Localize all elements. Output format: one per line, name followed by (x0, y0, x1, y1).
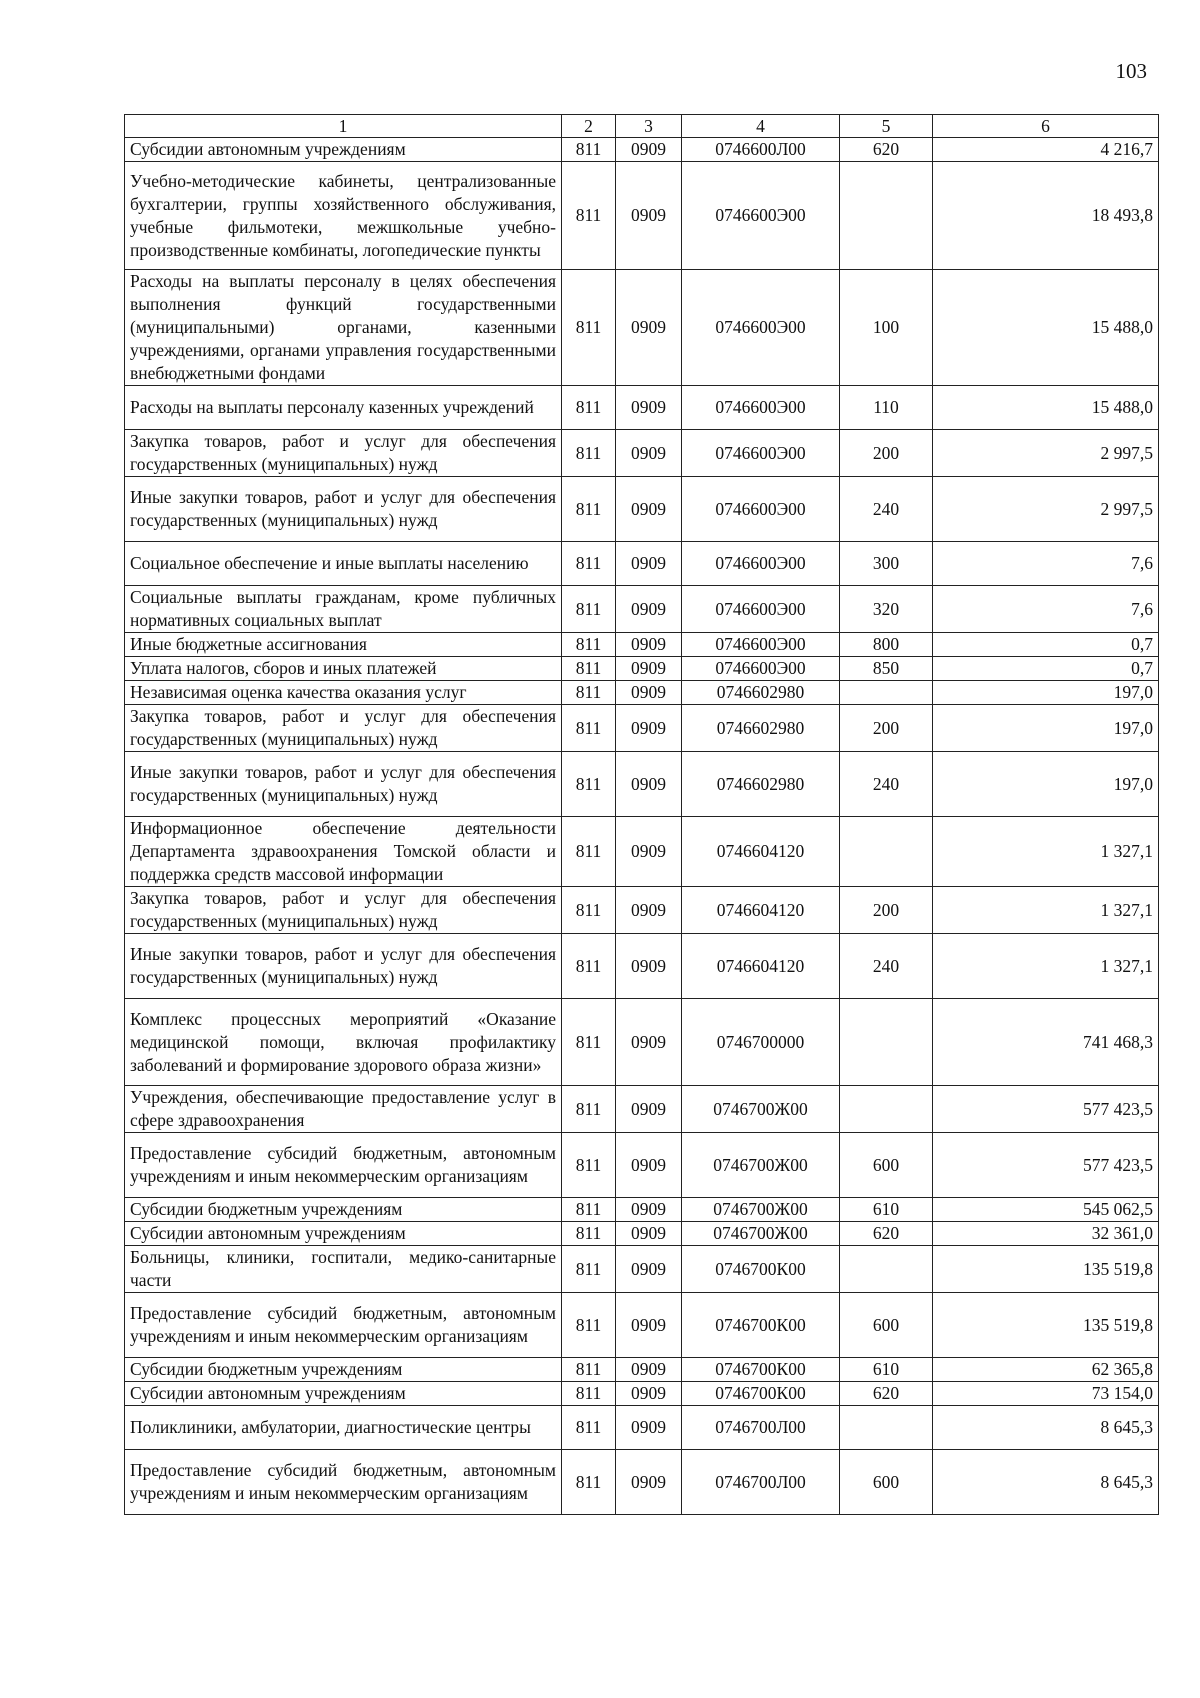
row-col2-cell: 811 (562, 633, 616, 657)
row-col6-cell: 2 997,5 (933, 430, 1159, 477)
table-row (125, 1450, 1159, 1515)
row-name-cell: Субсидии бюджетным учреждениям (125, 1358, 562, 1382)
table-row (125, 705, 1159, 752)
row-col2-cell: 811 (562, 817, 616, 887)
row-col2-cell: 811 (562, 1358, 616, 1382)
row-name-cell: Субсидии автономным учреждениям (125, 1222, 562, 1246)
row-col2-cell: 811 (562, 934, 616, 999)
row-name-cell: Комплекс процессных мероприятий «Оказание медицинской помощи, включая профилактику заболеваний и формирование здорового образа жизни» (125, 999, 562, 1086)
row-col6-cell: 1 327,1 (933, 817, 1159, 887)
row-name-cell: Иные бюджетные ассигнования (125, 633, 562, 657)
row-col5-cell (840, 681, 933, 705)
row-col5-cell: 610 (840, 1198, 933, 1222)
row-name-cell: Предоставление субсидий бюджетным, автономным учреждениям и иным некоммерческим организациям (125, 1293, 562, 1358)
row-col2-cell: 811 (562, 430, 616, 477)
row-col2-cell: 811 (562, 1246, 616, 1293)
row-col5-cell (840, 999, 933, 1086)
row-col4-cell: 0746602980 (682, 705, 840, 752)
table-row (125, 999, 1159, 1086)
row-col3-cell: 0909 (616, 1198, 682, 1222)
table-row (125, 162, 1159, 270)
row-col3-cell: 0909 (616, 934, 682, 999)
row-col4-cell: 0746600Э00 (682, 657, 840, 681)
row-name-cell: Субсидии автономным учреждениям (125, 1382, 562, 1406)
table-row (125, 633, 1159, 657)
row-col3-cell: 0909 (616, 752, 682, 817)
row-col4-cell: 0746602980 (682, 681, 840, 705)
row-col3-cell: 0909 (616, 705, 682, 752)
row-col4-cell: 0746700К00 (682, 1382, 840, 1406)
row-col5-cell (840, 1086, 933, 1133)
table-row (125, 270, 1159, 386)
row-col5-cell: 600 (840, 1133, 933, 1198)
row-name-cell: Иные закупки товаров, работ и услуг для обеспечения государственных (муниципальных) нужд (125, 477, 562, 542)
row-col2-cell: 811 (562, 1293, 616, 1358)
row-col3-cell: 0909 (616, 1450, 682, 1515)
table-row (125, 477, 1159, 542)
row-name-cell: Закупка товаров, работ и услуг для обеспечения государственных (муниципальных) нужд (125, 430, 562, 477)
row-col4-cell: 0746602980 (682, 752, 840, 817)
row-col6-cell: 8 645,3 (933, 1450, 1159, 1515)
table-row (125, 1198, 1159, 1222)
row-col5-cell: 620 (840, 1382, 933, 1406)
row-col5-cell (840, 162, 933, 270)
row-col6-cell: 197,0 (933, 752, 1159, 817)
table-row (125, 752, 1159, 817)
row-col3-cell: 0909 (616, 1246, 682, 1293)
row-col2-cell: 811 (562, 752, 616, 817)
row-col6-cell: 135 519,8 (933, 1293, 1159, 1358)
table-row (125, 430, 1159, 477)
row-col4-cell: 0746604120 (682, 817, 840, 887)
header-col-6: 6 (933, 115, 1159, 138)
table-row (125, 1382, 1159, 1406)
row-col6-cell: 8 645,3 (933, 1406, 1159, 1450)
row-col4-cell: 0746600Э00 (682, 542, 840, 586)
row-col3-cell: 0909 (616, 657, 682, 681)
row-col6-cell: 0,7 (933, 657, 1159, 681)
header-col-5: 5 (840, 115, 933, 138)
row-col3-cell: 0909 (616, 1293, 682, 1358)
row-name-cell: Расходы на выплаты персоналу в целях обеспечения выполнения функций государственными (муниципальными) органами, казенными учреждениями, органами управления государственными внебюджетными фондами (125, 270, 562, 386)
row-name-cell: Предоставление субсидий бюджетным, автономным учреждениям и иным некоммерческим организациям (125, 1450, 562, 1515)
row-name-cell: Предоставление субсидий бюджетным, автономным учреждениям и иным некоммерческим организациям (125, 1133, 562, 1198)
row-col5-cell: 850 (840, 657, 933, 681)
row-col5-cell: 240 (840, 477, 933, 542)
row-col2-cell: 811 (562, 1133, 616, 1198)
table-row (125, 1222, 1159, 1246)
row-col4-cell: 0746600Э00 (682, 477, 840, 542)
row-name-cell: Поликлиники, амбулатории, диагностические центры (125, 1406, 562, 1450)
row-col5-cell: 200 (840, 430, 933, 477)
row-name-cell: Социальное обеспечение и иные выплаты населению (125, 542, 562, 586)
row-col6-cell: 577 423,5 (933, 1133, 1159, 1198)
row-col3-cell: 0909 (616, 1222, 682, 1246)
row-col2-cell: 811 (562, 477, 616, 542)
row-col3-cell: 0909 (616, 681, 682, 705)
table-row (125, 542, 1159, 586)
row-col4-cell: 0746600Л00 (682, 138, 840, 162)
row-col6-cell: 197,0 (933, 681, 1159, 705)
row-col4-cell: 0746600Э00 (682, 162, 840, 270)
row-col6-cell: 1 327,1 (933, 887, 1159, 934)
row-col5-cell: 300 (840, 542, 933, 586)
row-col2-cell: 811 (562, 162, 616, 270)
header-col-4: 4 (682, 115, 840, 138)
row-col3-cell: 0909 (616, 1358, 682, 1382)
row-col5-cell (840, 1406, 933, 1450)
row-col4-cell: 0746600Э00 (682, 430, 840, 477)
row-col5-cell: 240 (840, 752, 933, 817)
row-col2-cell: 811 (562, 586, 616, 633)
row-col6-cell: 62 365,8 (933, 1358, 1159, 1382)
row-name-cell: Субсидии бюджетным учреждениям (125, 1198, 562, 1222)
row-col6-cell: 73 154,0 (933, 1382, 1159, 1406)
header-row (125, 115, 1159, 138)
table-row (125, 1246, 1159, 1293)
budget-table (124, 114, 1159, 1515)
row-col3-cell: 0909 (616, 1406, 682, 1450)
row-name-cell: Закупка товаров, работ и услуг для обеспечения государственных (муниципальных) нужд (125, 705, 562, 752)
table-row (125, 817, 1159, 887)
row-col2-cell: 811 (562, 1406, 616, 1450)
row-col2-cell: 811 (562, 138, 616, 162)
row-col4-cell: 0746700Л00 (682, 1406, 840, 1450)
header-col-2: 2 (562, 115, 616, 138)
row-name-cell: Учебно-методические кабинеты, централизованные бухгалтерии, группы хозяйственного обслуживания, учебные фильмотеки, межшкольные учебно-производственные комбинаты, логопедические пункты (125, 162, 562, 270)
row-col5-cell: 200 (840, 887, 933, 934)
row-name-cell: Уплата налогов, сборов и иных платежей (125, 657, 562, 681)
row-col3-cell: 0909 (616, 430, 682, 477)
row-col6-cell: 32 361,0 (933, 1222, 1159, 1246)
row-col2-cell: 811 (562, 887, 616, 934)
row-col5-cell (840, 817, 933, 887)
row-name-cell: Закупка товаров, работ и услуг для обеспечения государственных (муниципальных) нужд (125, 887, 562, 934)
row-col6-cell: 1 327,1 (933, 934, 1159, 999)
table-row (125, 1293, 1159, 1358)
row-col3-cell: 0909 (616, 817, 682, 887)
row-col5-cell: 800 (840, 633, 933, 657)
table-row (125, 1133, 1159, 1198)
row-col6-cell: 7,6 (933, 542, 1159, 586)
table-row (125, 386, 1159, 430)
row-col6-cell: 545 062,5 (933, 1198, 1159, 1222)
row-col3-cell: 0909 (616, 586, 682, 633)
row-col2-cell: 811 (562, 1382, 616, 1406)
row-col4-cell: 0746600Э00 (682, 586, 840, 633)
row-col6-cell: 4 216,7 (933, 138, 1159, 162)
row-name-cell: Больницы, клиники, госпитали, медико-санитарные части (125, 1246, 562, 1293)
header-col-3: 3 (616, 115, 682, 138)
row-col3-cell: 0909 (616, 887, 682, 934)
row-col5-cell (840, 1246, 933, 1293)
row-col5-cell: 600 (840, 1293, 933, 1358)
table-row (125, 1406, 1159, 1450)
row-col6-cell: 15 488,0 (933, 270, 1159, 386)
row-col6-cell: 7,6 (933, 586, 1159, 633)
row-col2-cell: 811 (562, 386, 616, 430)
table-row (125, 887, 1159, 934)
row-col5-cell: 320 (840, 586, 933, 633)
row-col3-cell: 0909 (616, 1382, 682, 1406)
row-col6-cell: 15 488,0 (933, 386, 1159, 430)
row-col6-cell: 18 493,8 (933, 162, 1159, 270)
row-col2-cell: 811 (562, 999, 616, 1086)
row-col3-cell: 0909 (616, 386, 682, 430)
row-col3-cell: 0909 (616, 270, 682, 386)
row-col3-cell: 0909 (616, 1133, 682, 1198)
row-col2-cell: 811 (562, 1450, 616, 1515)
row-name-cell: Расходы на выплаты персоналу казенных учреждений (125, 386, 562, 430)
row-col4-cell: 0746700К00 (682, 1358, 840, 1382)
row-col6-cell: 577 423,5 (933, 1086, 1159, 1133)
row-col6-cell: 0,7 (933, 633, 1159, 657)
page-number: 103 (1115, 59, 1147, 83)
row-col6-cell: 741 468,3 (933, 999, 1159, 1086)
table-body (125, 138, 1159, 1515)
row-col5-cell: 610 (840, 1358, 933, 1382)
row-col4-cell: 0746700Ж00 (682, 1086, 840, 1133)
row-col2-cell: 811 (562, 705, 616, 752)
row-col5-cell: 240 (840, 934, 933, 999)
row-col4-cell: 0746600Э00 (682, 633, 840, 657)
table-row (125, 681, 1159, 705)
table-row (125, 934, 1159, 999)
table-row (125, 1358, 1159, 1382)
row-name-cell: Учреждения, обеспечивающие предоставление услуг в сфере здравоохранения (125, 1086, 562, 1133)
row-col4-cell: 0746700Л00 (682, 1450, 840, 1515)
row-name-cell: Социальные выплаты гражданам, кроме публичных нормативных социальных выплат (125, 586, 562, 633)
row-name-cell: Информационное обеспечение деятельности Департамента здравоохранения Томской области и поддержка средств массовой информации (125, 817, 562, 887)
row-col4-cell: 0746604120 (682, 934, 840, 999)
row-col3-cell: 0909 (616, 542, 682, 586)
row-col3-cell: 0909 (616, 1086, 682, 1133)
row-col2-cell: 811 (562, 270, 616, 386)
row-col6-cell: 135 519,8 (933, 1246, 1159, 1293)
row-col2-cell: 811 (562, 657, 616, 681)
row-col2-cell: 811 (562, 1222, 616, 1246)
table-row (125, 138, 1159, 162)
row-col3-cell: 0909 (616, 477, 682, 542)
header-col-1: 1 (125, 115, 562, 138)
row-col5-cell: 600 (840, 1450, 933, 1515)
row-col4-cell: 0746604120 (682, 887, 840, 934)
row-col2-cell: 811 (562, 1086, 616, 1133)
row-name-cell: Субсидии автономным учреждениям (125, 138, 562, 162)
row-col2-cell: 811 (562, 681, 616, 705)
row-col5-cell: 620 (840, 1222, 933, 1246)
row-col3-cell: 0909 (616, 633, 682, 657)
row-col4-cell: 0746700Ж00 (682, 1133, 840, 1198)
row-col4-cell: 0746600Э00 (682, 270, 840, 386)
row-col4-cell: 0746700К00 (682, 1293, 840, 1358)
row-col2-cell: 811 (562, 1198, 616, 1222)
row-name-cell: Иные закупки товаров, работ и услуг для обеспечения государственных (муниципальных) нужд (125, 752, 562, 817)
table-row (125, 1086, 1159, 1133)
row-col3-cell: 0909 (616, 999, 682, 1086)
row-col5-cell: 100 (840, 270, 933, 386)
row-col3-cell: 0909 (616, 138, 682, 162)
row-name-cell: Независимая оценка качества оказания услуг (125, 681, 562, 705)
row-col6-cell: 2 997,5 (933, 477, 1159, 542)
table-row (125, 657, 1159, 681)
row-col5-cell: 110 (840, 386, 933, 430)
row-col4-cell: 0746700Ж00 (682, 1222, 840, 1246)
row-col5-cell: 200 (840, 705, 933, 752)
row-name-cell: Иные закупки товаров, работ и услуг для обеспечения государственных (муниципальных) нужд (125, 934, 562, 999)
table-row (125, 586, 1159, 633)
row-col3-cell: 0909 (616, 162, 682, 270)
row-col4-cell: 0746700Ж00 (682, 1198, 840, 1222)
row-col2-cell: 811 (562, 542, 616, 586)
row-col5-cell: 620 (840, 138, 933, 162)
row-col4-cell: 0746600Э00 (682, 386, 840, 430)
row-col4-cell: 0746700000 (682, 999, 840, 1086)
row-col6-cell: 197,0 (933, 705, 1159, 752)
row-col4-cell: 0746700К00 (682, 1246, 840, 1293)
